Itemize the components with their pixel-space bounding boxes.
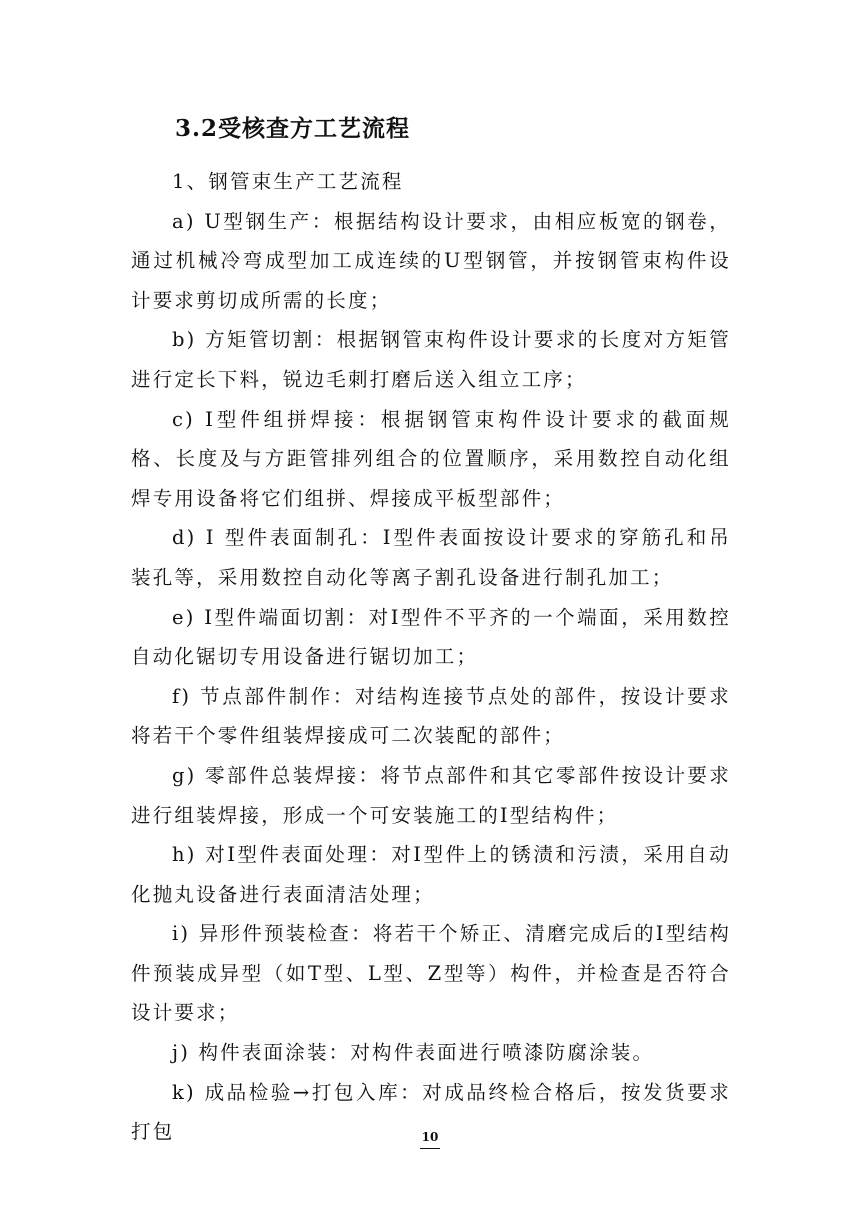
body-text <box>131 162 731 1152</box>
paragraph-k: k) 成品检验→打包入库：对成品终检合格后，按发货要求打包 <box>131 1080 731 1144</box>
page-number-footer <box>0 1130 860 1149</box>
section-title: 3.2受核查方工艺流程 <box>175 115 411 142</box>
paragraph-d: d) I 型件表面制孔：I型件表面按设计要求的穿筋孔和吊装孔等，采用数控自动化等离子割孔设备进行制孔加工； <box>131 526 731 589</box>
paragraph-e: e) I型件端面切割：对I型件不平齐的一个端面，采用数控自动化锯切专用设备进行锯切加工； <box>131 605 731 669</box>
paragraph-h: h) 对I型件表面处理：对I型件上的锈渍和污渍，采用自动化抛丸设备进行表面清洁处理； <box>131 843 731 906</box>
paragraph-g: g) 零部件总装焊接：将节点部件和其它零部件按设计要求进行组装焊接，形成一个可安装施工的I型结构件； <box>131 763 731 827</box>
paragraph-i: i) 异形件预装检查：将若干个矫正、清磨完成后的I型结构件预装成异型（如T型、L型、Z型等）构件，并检查是否符合设计要求； <box>131 922 731 1025</box>
page-number: 10 <box>420 1130 441 1149</box>
paragraph-c: c) I型件组拼焊接：根据钢管束构件设计要求的截面规格、长度及与方距管排列组合的位置顺序，采用数控自动化组焊专用设备将它们组拼、焊接成平板型部件； <box>131 407 731 510</box>
paragraph-j: j) 构件表面涂装：对构件表面进行喷漆防腐涂装。 <box>172 1041 655 1065</box>
paragraph-a: a) U型钢生产：根据结构设计要求，由相应板宽的钢卷，通过机械冷弯成型加工成连续的U型钢管，并按钢管束构件设计要求剪切成所需的长度； <box>131 209 731 312</box>
subheading: 1、钢管束生产工艺流程 <box>172 170 404 193</box>
paragraph-b: b) 方矩管切割：根据钢管束构件设计要求的长度对方矩管进行定长下料，锐边毛刺打磨后送入组立工序； <box>131 328 731 391</box>
paragraph-f: f) 节点部件制作：对结构连接节点处的部件，按设计要求将若干个零件组装焊接成可二次装配的部件； <box>131 684 731 748</box>
